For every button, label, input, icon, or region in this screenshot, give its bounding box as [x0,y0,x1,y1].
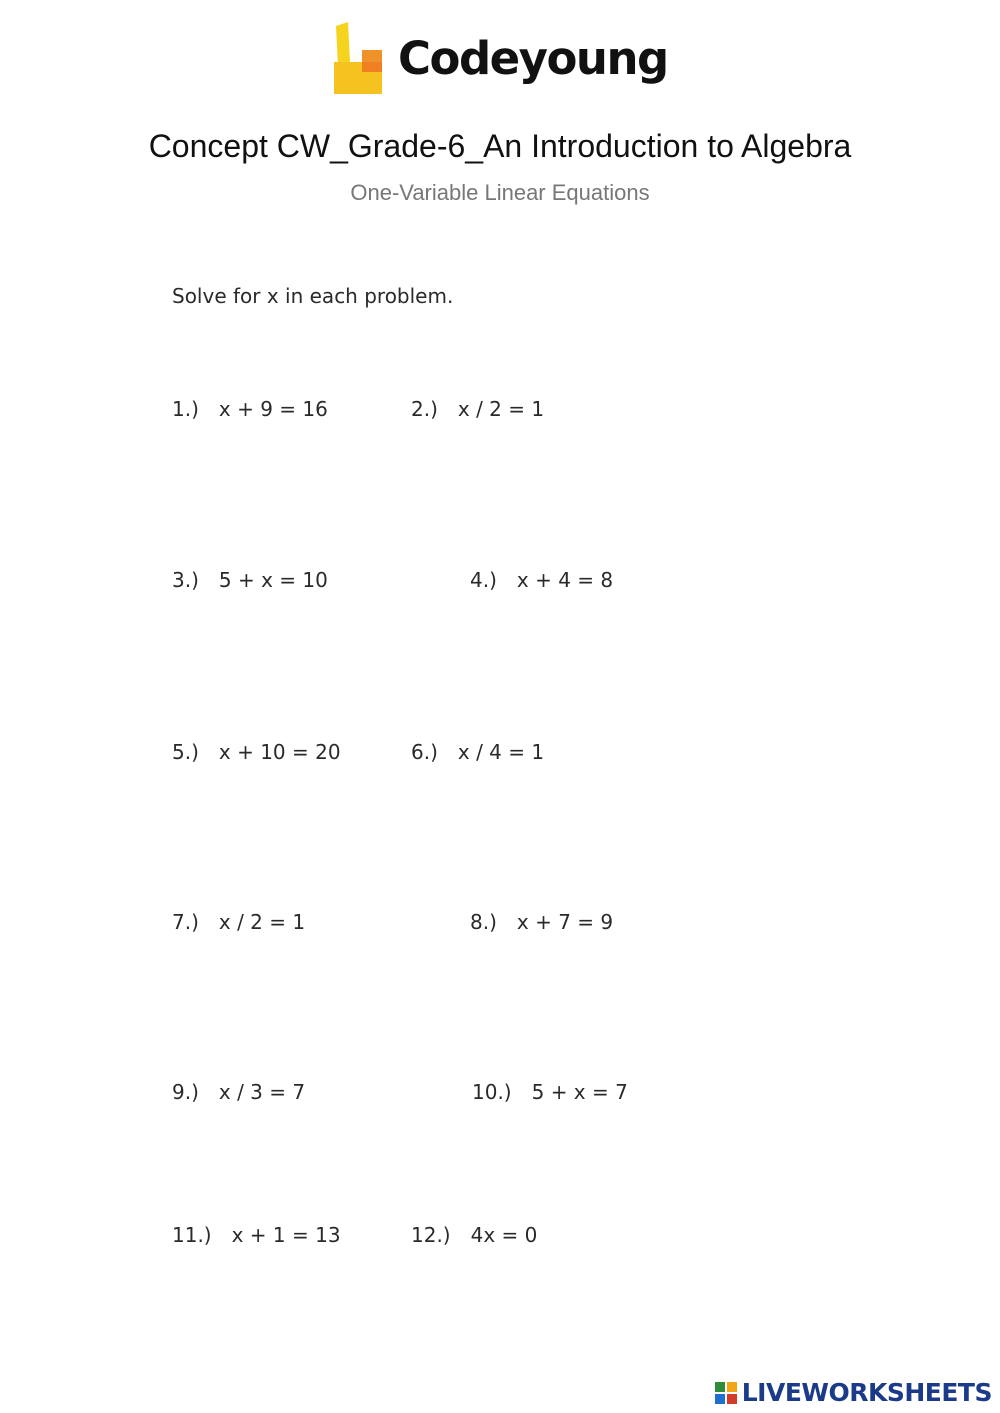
problem-7 [172,910,305,934]
problem-number: 1.) [172,397,199,421]
problem-equation: x + 7 = 9 [516,910,614,934]
problem-equation: x / 3 = 7 [218,1080,306,1104]
problem-3 [172,568,328,592]
liveworksheets-text: LIVEWORKSHEETS [741,1378,992,1407]
problem-4 [470,568,613,592]
problem-equation: x + 9 = 16 [218,397,328,421]
instructions: Solve for x in each problem. [172,284,454,308]
problem-equation: 5 + x = 10 [218,568,328,592]
codeyoung-logo [332,22,672,104]
problem-equation: x + 4 = 8 [516,568,614,592]
problem-number: 8.) [470,910,497,934]
problem-number: 11.) [172,1223,212,1247]
problem-9 [172,1080,305,1104]
page-title: Concept CW_Grade-6_An Introduction to Algebra [148,128,852,164]
problem-number: 5.) [172,740,199,764]
problem-number: 7.) [172,910,199,934]
problem-equation: 5 + x = 7 [531,1080,628,1104]
liveworksheets-logo-icon [715,1382,737,1404]
page-subtitle: One-Variable Linear Equations [350,180,650,205]
problem-equation: 4x = 0 [470,1223,538,1247]
problem-12 [411,1223,537,1247]
liveworksheets-brand [715,1378,992,1408]
problem-number: 3.) [172,568,199,592]
problem-number: 12.) [411,1223,451,1247]
problem-equation: x + 1 = 13 [231,1223,341,1247]
problem-number: 4.) [470,568,497,592]
problem-number: 6.) [411,740,438,764]
problem-5 [172,740,341,764]
codeyoung-logo-mark-icon [332,22,384,98]
problem-number: 2.) [411,397,438,421]
problem-number: 10.) [472,1080,512,1104]
problem-10 [472,1080,628,1104]
problem-number: 9.) [172,1080,199,1104]
problem-equation: x / 4 = 1 [457,740,545,764]
problem-equation: x + 10 = 20 [218,740,341,764]
problem-6 [411,740,544,764]
problem-8 [470,910,613,934]
problem-equation: x / 2 = 1 [218,910,306,934]
problem-11 [172,1223,341,1247]
problem-1 [172,397,328,421]
problem-2 [411,397,544,421]
logo-text: Codeyoung [398,32,668,85]
problem-equation: x / 2 = 1 [457,397,545,421]
